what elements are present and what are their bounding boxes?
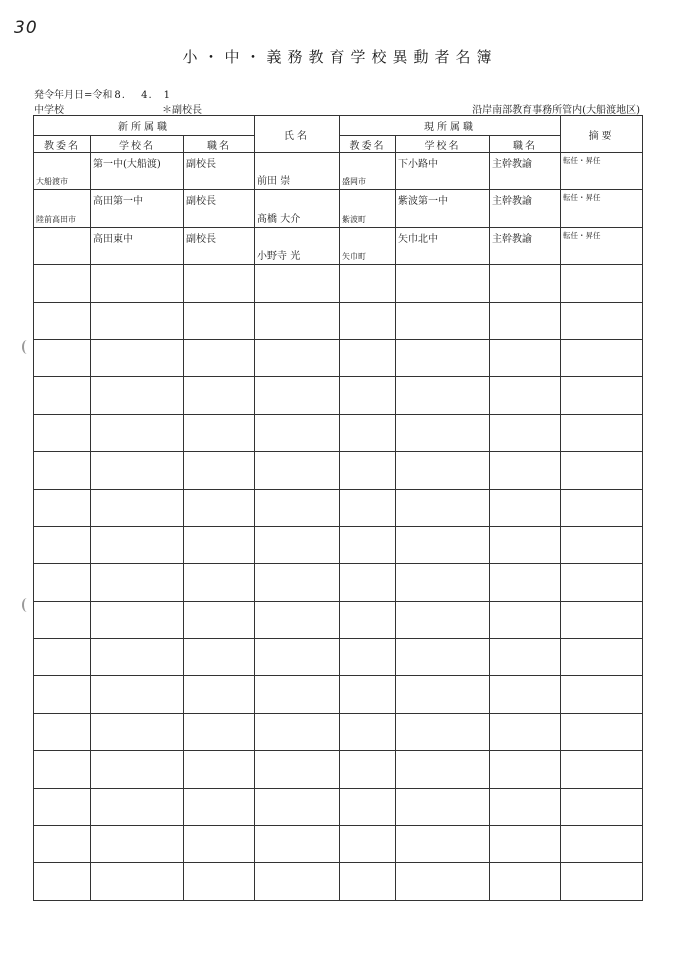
table-row — [34, 377, 643, 414]
cell-current-position-text: 主幹教諭 — [492, 196, 533, 208]
cell-current-position — [490, 564, 561, 601]
cell-current-position-text: 主幹教諭 — [492, 159, 533, 170]
cell-current-school — [396, 153, 490, 190]
cell-new-school — [91, 414, 184, 451]
cell-new-board — [34, 526, 91, 563]
table-row — [34, 564, 643, 601]
cell-remarks — [561, 751, 643, 788]
cell-remarks — [561, 639, 643, 676]
cell-new-position — [184, 265, 255, 302]
cell-name — [255, 227, 340, 264]
cell-name — [255, 377, 340, 414]
cell-current-school — [396, 676, 490, 713]
cell-remarks-text: 転任・昇任 — [563, 193, 601, 203]
cell-new-school — [91, 788, 184, 825]
cell-new-position — [184, 601, 255, 638]
cell-new-board — [34, 788, 91, 825]
cell-current-school — [396, 452, 490, 489]
cell-remarks — [561, 826, 643, 863]
cell-current-school — [396, 639, 490, 676]
cell-current-position — [490, 302, 561, 339]
table-row — [34, 639, 643, 676]
header-current-board: 教委名 — [340, 136, 396, 153]
cell-new-position — [184, 452, 255, 489]
cell-remarks — [561, 526, 643, 563]
header-new-school: 学校名 — [91, 136, 184, 153]
cell-new-position — [184, 751, 255, 788]
cell-current-board — [340, 414, 396, 451]
cell-current-position — [490, 227, 561, 264]
header-new-board: 教委名 — [34, 136, 91, 153]
binder-hole-mark — [22, 340, 32, 354]
cell-new-board — [34, 302, 91, 339]
cell-new-board — [34, 564, 91, 601]
cell-current-board-text: 矢巾町 — [342, 252, 367, 262]
cell-new-school — [91, 676, 184, 713]
cell-current-position — [490, 153, 561, 190]
cell-remarks — [561, 414, 643, 451]
cell-remarks-text: 転任・昇任 — [563, 156, 601, 165]
cell-new-board — [34, 713, 91, 750]
cell-remarks — [561, 863, 643, 901]
issue-date — [34, 86, 171, 101]
cell-current-board — [340, 751, 396, 788]
cell-new-position-text: 副校長 — [186, 159, 216, 170]
cell-current-position — [490, 751, 561, 788]
header-new-post: 新所属職 — [34, 116, 255, 136]
cell-current-school — [396, 302, 490, 339]
cell-current-school — [396, 265, 490, 302]
cell-name — [255, 788, 340, 825]
cell-new-school-text: 高田第一中 — [93, 196, 143, 208]
table-row — [34, 489, 643, 526]
cell-new-school — [91, 302, 184, 339]
cell-current-board-text: 紫波町 — [342, 214, 367, 224]
cell-new-position — [184, 302, 255, 339]
cell-current-position — [490, 863, 561, 901]
cell-new-school-text: 第一中(大船渡) — [93, 159, 161, 170]
cell-new-school — [91, 153, 184, 190]
cell-remarks — [561, 489, 643, 526]
cell-name — [255, 751, 340, 788]
cell-new-position — [184, 489, 255, 526]
cell-current-board — [340, 788, 396, 825]
cell-current-position — [490, 265, 561, 302]
cell-current-position — [490, 788, 561, 825]
cell-current-board — [340, 564, 396, 601]
cell-new-school — [91, 526, 184, 563]
cell-current-school — [396, 414, 490, 451]
cell-current-board — [340, 863, 396, 901]
cell-current-school-text: 下小路中 — [398, 159, 439, 170]
cell-remarks — [561, 452, 643, 489]
cell-name — [255, 676, 340, 713]
cell-current-school-text: 矢巾北中 — [398, 233, 439, 245]
cell-name-text: 小野寺 光 — [257, 251, 301, 263]
cell-remarks — [561, 339, 643, 376]
cell-name-text: 前田 崇 — [257, 176, 291, 188]
cell-current-position-text: 主幹教諭 — [492, 233, 533, 245]
cell-name-text: 髙橋 大介 — [257, 213, 301, 225]
cell-name — [255, 190, 340, 227]
table-row — [34, 751, 643, 788]
cell-new-position — [184, 339, 255, 376]
cell-name — [255, 265, 340, 302]
cell-new-school — [91, 265, 184, 302]
cell-new-board — [34, 190, 91, 227]
cell-new-position — [184, 564, 255, 601]
table-row — [34, 601, 643, 638]
cell-new-board — [34, 414, 91, 451]
table-row — [34, 863, 643, 901]
cell-current-school — [396, 190, 490, 227]
cell-new-position — [184, 377, 255, 414]
cell-current-board — [340, 676, 396, 713]
cell-name — [255, 489, 340, 526]
table-row — [34, 452, 643, 489]
cell-new-school — [91, 227, 184, 264]
school-type: 中学校 — [34, 105, 64, 116]
cell-new-position — [184, 227, 255, 264]
page-title: 小・中・義務教育学校異動者名簿 — [182, 48, 498, 66]
cell-current-school — [396, 826, 490, 863]
cell-remarks — [561, 227, 643, 264]
cell-new-board — [34, 826, 91, 863]
cell-new-school — [91, 190, 184, 227]
table-row — [34, 339, 643, 376]
cell-current-school — [396, 713, 490, 750]
cell-current-board — [340, 265, 396, 302]
cell-new-position — [184, 788, 255, 825]
header-current-position: 職名 — [490, 136, 561, 153]
table-row — [34, 227, 643, 264]
cell-new-board — [34, 863, 91, 901]
cell-new-position-text: 副校長 — [186, 196, 216, 208]
cell-name — [255, 863, 340, 901]
cell-remarks — [561, 788, 643, 825]
cell-new-school — [91, 713, 184, 750]
office-name: 沿岸南部教育事務所管内(大船渡地区) — [472, 105, 640, 116]
cell-new-board — [34, 601, 91, 638]
cell-new-position — [184, 639, 255, 676]
cell-new-board — [34, 751, 91, 788]
cell-new-position — [184, 414, 255, 451]
table-row — [34, 153, 643, 190]
cell-remarks — [561, 302, 643, 339]
cell-name — [255, 339, 340, 376]
cell-new-school — [91, 601, 184, 638]
cell-name — [255, 826, 340, 863]
cell-current-school — [396, 788, 490, 825]
header-current-school: 学校名 — [396, 136, 490, 153]
cell-current-position — [490, 826, 561, 863]
cell-remarks — [561, 377, 643, 414]
cell-new-board — [34, 153, 91, 190]
cell-new-position — [184, 526, 255, 563]
cell-current-board — [340, 227, 396, 264]
table-row — [34, 788, 643, 825]
cell-current-board — [340, 153, 396, 190]
cell-new-school — [91, 452, 184, 489]
cell-new-school — [91, 377, 184, 414]
cell-current-board-text: 盛岡市 — [342, 177, 367, 187]
cell-current-school — [396, 601, 490, 638]
cell-current-board — [340, 639, 396, 676]
cell-current-school-text: 紫波第一中 — [398, 196, 449, 208]
cell-current-school — [396, 863, 490, 901]
cell-current-position — [490, 452, 561, 489]
cell-new-school — [91, 489, 184, 526]
cell-remarks-text: 転任・昇任 — [563, 230, 601, 240]
cell-new-school — [91, 826, 184, 863]
cell-current-school — [396, 564, 490, 601]
cell-new-board — [34, 676, 91, 713]
cell-new-board — [34, 339, 91, 376]
cell-current-board — [340, 713, 396, 750]
cell-new-board — [34, 265, 91, 302]
header-new-position: 職名 — [184, 136, 255, 153]
cell-new-school — [91, 564, 184, 601]
cell-remarks — [561, 601, 643, 638]
cell-new-board-text: 大船渡市 — [36, 177, 68, 187]
cell-new-school-text: 高田東中 — [93, 233, 133, 245]
cell-current-board — [340, 377, 396, 414]
cell-name — [255, 526, 340, 563]
cell-new-board-text: 陸前高田市 — [36, 214, 76, 224]
cell-current-position — [490, 377, 561, 414]
cell-new-board — [34, 489, 91, 526]
cell-name — [255, 302, 340, 339]
cell-current-position — [490, 339, 561, 376]
cell-new-board — [34, 377, 91, 414]
table-row — [34, 676, 643, 713]
cell-new-position — [184, 713, 255, 750]
issue-date-value: 8. 4. 1 — [114, 90, 172, 101]
cell-current-position — [490, 601, 561, 638]
cell-current-position — [490, 526, 561, 563]
cell-name — [255, 564, 340, 601]
binder-hole-mark — [22, 598, 32, 612]
cell-current-board — [340, 826, 396, 863]
cell-remarks — [561, 265, 643, 302]
cell-current-position — [490, 489, 561, 526]
cell-new-board — [34, 452, 91, 489]
cell-remarks — [561, 153, 643, 190]
cell-current-board — [340, 452, 396, 489]
cell-new-position — [184, 153, 255, 190]
cell-current-school — [396, 339, 490, 376]
cell-new-position-text: 副校長 — [186, 233, 216, 245]
cell-remarks — [561, 190, 643, 227]
cell-current-board — [340, 526, 396, 563]
cell-new-school — [91, 863, 184, 901]
table-row — [34, 713, 643, 750]
cell-new-position — [184, 676, 255, 713]
cell-current-school — [396, 227, 490, 264]
header-name: 氏名 — [255, 116, 340, 153]
cell-name — [255, 639, 340, 676]
cell-name — [255, 153, 340, 190]
cell-remarks — [561, 713, 643, 750]
cell-current-school — [396, 489, 490, 526]
cell-current-position — [490, 414, 561, 451]
cell-current-position — [490, 190, 561, 227]
cell-current-board — [340, 339, 396, 376]
cell-remarks — [561, 564, 643, 601]
cell-name — [255, 414, 340, 451]
cell-new-board — [34, 639, 91, 676]
header-remarks: 摘要 — [561, 116, 643, 153]
cell-name — [255, 601, 340, 638]
cell-name — [255, 452, 340, 489]
header-current-post: 現所属職 — [340, 116, 561, 136]
cell-current-position — [490, 639, 561, 676]
cell-current-board — [340, 601, 396, 638]
cell-current-board — [340, 190, 396, 227]
issue-date-label: 発令年月日=令和 — [34, 90, 113, 101]
cell-new-position — [184, 826, 255, 863]
cell-current-board — [340, 302, 396, 339]
table-row — [34, 302, 643, 339]
table-row — [34, 190, 643, 227]
cell-new-position — [184, 190, 255, 227]
cell-current-school — [396, 526, 490, 563]
table-row — [34, 526, 643, 563]
cell-new-school — [91, 339, 184, 376]
cell-current-school — [396, 377, 490, 414]
cell-new-position — [184, 863, 255, 901]
cell-current-position — [490, 713, 561, 750]
cell-current-school — [396, 751, 490, 788]
cell-name — [255, 713, 340, 750]
roster-table — [33, 115, 643, 901]
cell-current-board — [340, 489, 396, 526]
table-row — [34, 826, 643, 863]
cell-new-school — [91, 751, 184, 788]
table-row — [34, 265, 643, 302]
cell-current-position — [490, 676, 561, 713]
table-row — [34, 414, 643, 451]
page-number: 30 — [14, 18, 38, 38]
cell-new-school — [91, 639, 184, 676]
cell-remarks — [561, 676, 643, 713]
cell-new-board — [34, 227, 91, 264]
position-category: ＊副校長 — [162, 105, 202, 116]
